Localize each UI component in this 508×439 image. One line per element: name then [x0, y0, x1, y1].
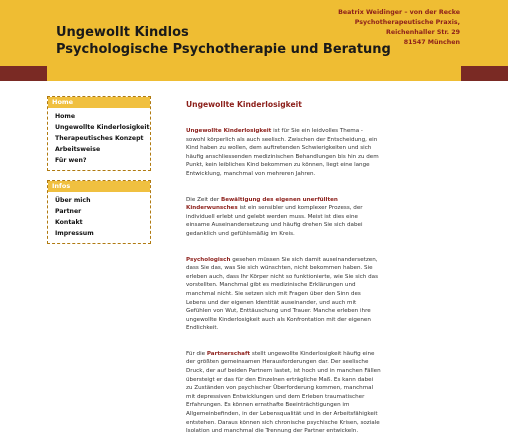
site-title-line1: Ungewollt Kindlos: [56, 25, 189, 40]
paragraph-text: Für die: [186, 350, 207, 357]
nav-menu-infos: [47, 180, 151, 244]
paragraph-intro: [186, 127, 381, 179]
paragraph-text: ist für Sie ein leidvolles Thema - sowohl körperlich als auch seelisch. Zwischen der Entscheidung, ein Kind haben zu wollen, dem auftretenden Schwierigkeiten und sich häufig anschliessenden medizinischen Behandlungen bis hin zu dem Punkt, kein leibliches Kind bekommen zu können, liegt eine lange Entwicklung, manchmal von mehreren Jahren.: [186, 128, 379, 177]
nav-item-fuer-wen[interactable]: Für wen?: [55, 157, 87, 164]
address-line: 81547 München: [403, 39, 460, 46]
address-line: Psychotherapeutische Praxis,: [354, 19, 460, 26]
header-divider-bar: [0, 66, 508, 81]
header-divider-center: [47, 66, 461, 81]
nav-list: [48, 192, 150, 243]
paragraph-text: stellt ungewollte Kinderlosigkeit häufig eine der größten gemeinsamen Herausforderungen dar. Der seelische Druck, der auf beiden Partnern lastet, ist hoch und in manchen Fällen übersteigt er das für den Einzelnen erträgliche Maß. Es kann dabei zu Zuständen von psychischer Überforderung kommen, manchmal mit depressiven Entwicklungen und dem Erleben traumatischer Erfahrungen. Es können ernsthafte Beeinträchtigungen im Allgemeinbefinden, in der Lebensqualität und in der Arbeitsfähigkeit entstehen. Daraus können sich chronische psychische Krisen, soziale Isolation und manchmal die Trennung der Partner entwickeln.: [186, 350, 381, 435]
page-title: Ungewollte Kinderlosigkeit: [186, 100, 302, 109]
address-line: Beatrix Weidinger – von der Recke: [338, 9, 460, 16]
nav-item-therapeutisches-konzept[interactable]: Therapeutisches Konzept: [55, 135, 144, 142]
highlight-term: Bewältigung des eigenen unerfüllten Kinderwunsches: [186, 196, 338, 212]
nav-item-ueber-mich[interactable]: Über mich: [55, 197, 91, 204]
nav-item-kontakt[interactable]: Kontakt: [55, 219, 83, 226]
nav-item-home[interactable]: Home: [55, 113, 76, 120]
practice-address: [338, 8, 460, 48]
nav-item-partner[interactable]: Partner: [55, 208, 82, 215]
highlight-term: Psychologisch: [186, 256, 231, 263]
paragraph-bewaeltigung: [186, 196, 381, 239]
paragraph-partnerschaft: [186, 350, 381, 436]
nav-list: [48, 108, 150, 170]
nav-item-ungewollte-kinderlosigkeit[interactable]: Ungewollte Kinderlosigkeit: [55, 124, 150, 131]
highlight-term: Ungewollte Kinderlosigkeit: [186, 128, 272, 134]
nav-heading-home: Home: [48, 97, 150, 108]
highlight-term: Partnerschaft: [206, 350, 251, 357]
nav-menu-home: [47, 96, 151, 171]
paragraph-text: ist ein sensibler und komplexer Prozess, der individuell erlebt und gelebt werden muss. Meist ist dies eine einsame Auseinandersetzung und häufig drehen Sie sich dabei gedanklich und gefühlsmäßig im Kreis.: [186, 205, 363, 237]
nav-item-arbeitsweise[interactable]: Arbeitsweise: [55, 146, 101, 153]
paragraph-text: Die Zeit der: [186, 196, 221, 203]
nav-heading-infos: Infos: [48, 181, 150, 192]
header-banner: [0, 0, 508, 66]
address-line: Reichenhaller Str. 29: [386, 29, 460, 36]
main-content: [186, 100, 381, 439]
nav-item-impressum[interactable]: Impressum: [55, 230, 94, 237]
site-title-line2: Psychologische Psychotherapie und Beratung: [56, 42, 391, 57]
paragraph-text: gesehen müssen Sie sich damit auseinandersetzen, dass Sie das, was Sie sich wünschten, nicht bekommen haben. Sie erleben auch, dass Ihr Körper nicht so funktionierte, wie Sie sich das vorstellten. Manchmal gibt es medizinische Erklärungen und manchmal nicht. Sie setzen sich mit Fragen über den Sinn des Lebens und der eigenen Identität auseinander, und auch mit Gefühlen von Wut, Enttäuschung und Trauer. Manche erleben ihre ungewollte Kinderlosigkeit auch als Konfrontation mit der eigenen Endlichkeit.: [186, 256, 378, 332]
paragraph-psychologisch: [186, 256, 381, 333]
